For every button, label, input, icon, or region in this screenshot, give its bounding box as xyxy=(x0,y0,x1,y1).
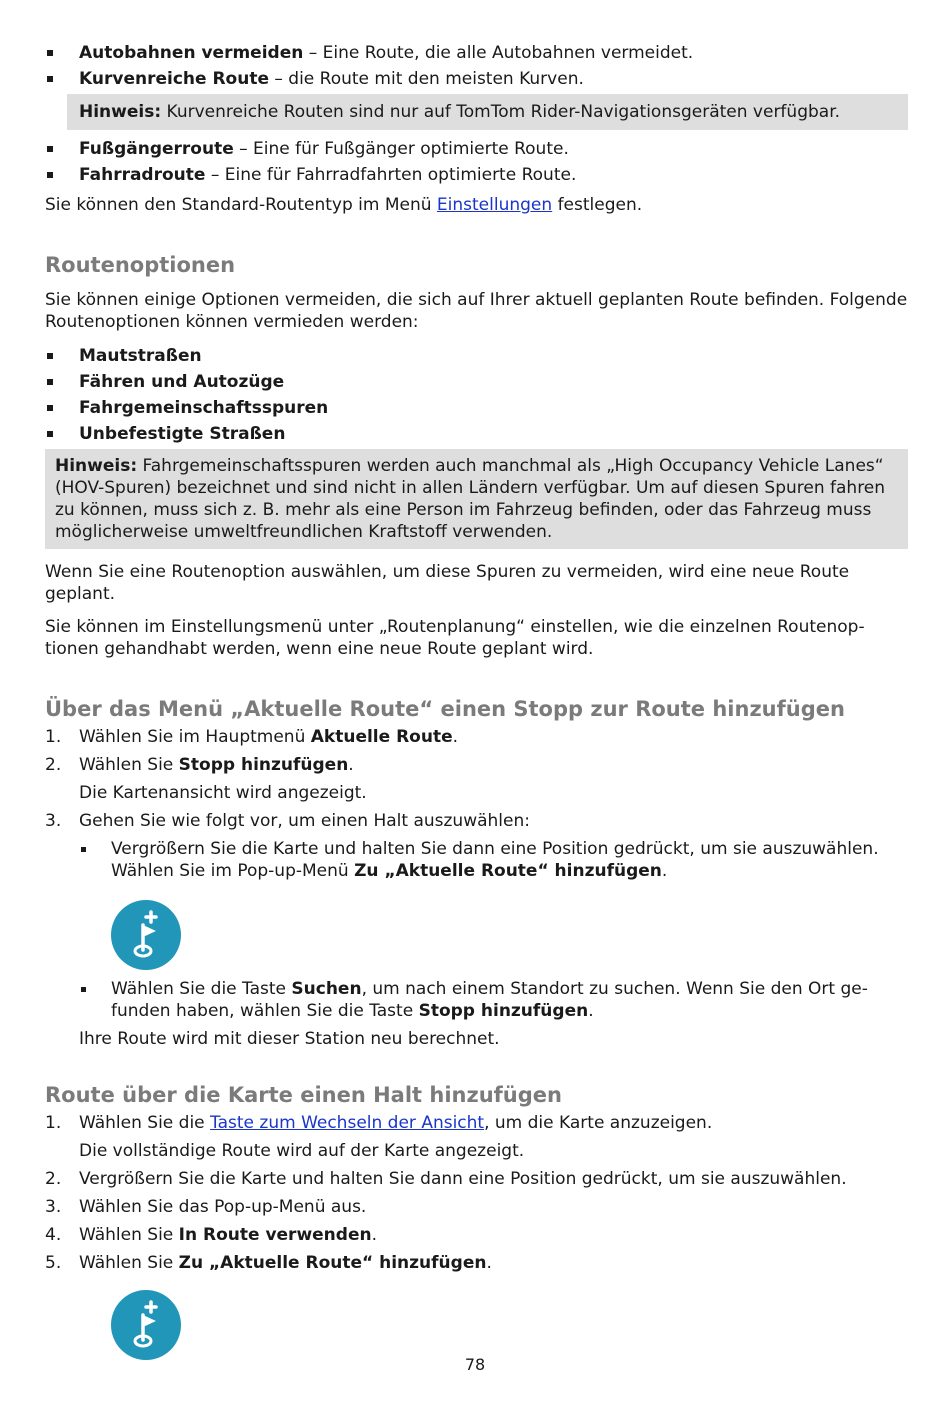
item-title: Fahrgemeinschaftsspuren xyxy=(79,398,329,418)
text: Wählen Sie xyxy=(79,1225,179,1245)
page-number: 78 xyxy=(464,1355,486,1374)
list-item xyxy=(45,397,908,419)
text: . xyxy=(371,1225,377,1245)
bold-text: In Route verwenden xyxy=(178,1225,372,1245)
step-number: 4. xyxy=(45,1225,62,1245)
text: , um nach einem Standort zu suchen. Wenn Sie den Ort ge-funden haben, wählen Sie die Taste xyxy=(111,979,868,1021)
item-title: Kurvenreiche Route xyxy=(79,69,269,89)
list-item xyxy=(45,42,908,64)
bullet-marker xyxy=(47,146,53,152)
bold-text: Aktuelle Route xyxy=(310,727,453,747)
section-heading: Über das Menü „Aktuelle Route“ einen Stopp zur Route hinzufügen xyxy=(45,697,845,721)
bullet-marker xyxy=(81,987,86,992)
item-text: – Eine Route, die alle Autobahnen vermeidet. xyxy=(303,43,694,63)
paragraph: Wenn Sie eine Routenoption auswählen, um diese Spuren zu vermeiden, wird eine neue Route geplant. xyxy=(45,562,850,604)
step-number: 1. xyxy=(45,1113,62,1133)
add-stop-flag-icon xyxy=(111,1290,181,1360)
document-page xyxy=(45,42,908,1360)
note-label: Hinweis: xyxy=(55,456,138,476)
step-number: 2. xyxy=(45,755,62,775)
text: Wählen Sie das Pop-up-Menü aus. xyxy=(79,1197,367,1217)
list-item xyxy=(45,68,908,90)
text: festlegen. xyxy=(552,195,643,215)
text: Gehen Sie wie folgt vor, um einen Halt auszuwählen: xyxy=(79,811,530,831)
bullet-marker xyxy=(47,50,53,56)
list-item xyxy=(45,345,908,367)
step-item xyxy=(45,1224,908,1246)
text: , um die Karte anzuzeigen. xyxy=(484,1113,713,1133)
add-stop-flag-icon xyxy=(111,900,181,970)
list-item xyxy=(45,371,908,393)
bullet-marker xyxy=(47,379,53,385)
settings-link[interactable]: Einstellungen xyxy=(436,195,553,215)
item-title: Fahrradroute xyxy=(79,165,206,185)
paragraph: Sie können einige Optionen vermeiden, die sich auf Ihrer aktuell geplanten Route befinden. Folgende Routenoptionen können vermieden werden: xyxy=(45,290,908,332)
step-number: 1. xyxy=(45,727,62,747)
text: Wählen Sie im Hauptmenü xyxy=(79,727,311,747)
step-item xyxy=(45,810,908,832)
step-note: Die vollständige Route wird auf der Karte angezeigt. xyxy=(79,1141,525,1161)
bold-text: Zu „Aktuelle Route“ hinzufügen xyxy=(354,861,662,881)
settings-paragraph xyxy=(45,194,908,216)
text: Wählen Sie die Taste xyxy=(111,979,292,999)
step-item xyxy=(45,726,908,748)
step-item xyxy=(45,1168,908,1190)
note-label: Hinweis: xyxy=(79,102,162,122)
bold-text: Stopp hinzufügen xyxy=(178,755,349,775)
item-text: – Eine für Fahrradfahrten optimierte Route. xyxy=(205,165,577,185)
bullet-marker xyxy=(47,353,53,359)
bold-text: Stopp hinzufügen xyxy=(418,1001,589,1021)
step-number: 3. xyxy=(45,811,62,831)
text: . xyxy=(486,1253,492,1273)
item-title: Autobahnen vermeiden xyxy=(79,43,304,63)
item-title: Mautstraßen xyxy=(79,346,202,366)
switch-view-link[interactable]: Taste zum Wechseln der Ansicht xyxy=(210,1113,485,1133)
bullet-marker xyxy=(81,847,86,852)
step-item xyxy=(45,1112,908,1134)
text: . xyxy=(348,755,354,775)
text: . xyxy=(588,1001,594,1021)
step-number: 2. xyxy=(45,1169,62,1189)
item-text: – Eine für Fußgänger optimierte Route. xyxy=(233,139,569,159)
bullet-marker xyxy=(47,76,53,82)
section-heading: Routenoptionen xyxy=(45,253,236,277)
item-title: Fußgängerroute xyxy=(79,139,234,159)
list-item xyxy=(45,423,908,445)
text: Vergrößern Sie die Karte und halten Sie dann eine Position gedrückt, um sie auszuwählen. xyxy=(79,1169,847,1189)
note-text: Fahrgemeinschaftsspuren werden auch manchmal als „High Occupancy Vehicle Lanes“ (HOV-Spuren) bezeichnet und sind nicht in allen Ländern verfügbar. Um auf diesen Spuren fahren zu können, muss sich z. B. mehr als eine Person im Fahrzeug befinden, oder das Fahrzeug muss möglicherweise umweltfreundlichen Kraftstoff verwenden. xyxy=(55,456,886,542)
step-item xyxy=(45,1252,908,1274)
step-note: Ihre Route wird mit dieser Station neu berechnet. xyxy=(79,1029,500,1049)
text: Wählen Sie xyxy=(79,755,179,775)
text: Wählen Sie xyxy=(79,1253,179,1273)
step-item xyxy=(45,754,908,776)
bullet-marker xyxy=(47,431,53,437)
paragraph: Sie können im Einstellungsmenü unter „Routenplanung“ einstellen, wie die einzelnen Routenop-tionen gehandhabt werden, wenn eine neue Route geplant wird. xyxy=(45,617,865,659)
step-number: 3. xyxy=(45,1197,62,1217)
text: Sie können den Standard-Routentyp im Menü xyxy=(45,195,437,215)
section-heading: Route über die Karte einen Halt hinzufügen xyxy=(45,1083,562,1107)
note-box xyxy=(45,449,908,549)
step-item xyxy=(45,1196,908,1218)
item-title: Unbefestigte Straßen xyxy=(79,424,286,444)
bold-text: Suchen xyxy=(291,979,362,999)
list-item xyxy=(45,138,908,160)
bold-text: Zu „Aktuelle Route“ hinzufügen xyxy=(178,1253,487,1273)
text: Vergrößern Sie die Karte und halten Sie dann eine Position gedrückt, um sie auszuwählen. Wählen Sie im Pop-up-Menü xyxy=(111,839,879,881)
sub-list-item xyxy=(45,978,908,1022)
sub-list-item xyxy=(45,838,908,882)
bullet-marker xyxy=(47,172,53,178)
text: . xyxy=(452,727,459,747)
list-item xyxy=(45,164,908,186)
item-text: – die Route mit den meisten Kurven. xyxy=(268,69,584,89)
note-box xyxy=(67,94,908,130)
text: Wählen Sie die xyxy=(79,1113,211,1133)
text: . xyxy=(661,861,668,881)
bullet-marker xyxy=(47,405,53,411)
item-title: Fähren und Autozüge xyxy=(79,372,285,392)
step-number: 5. xyxy=(45,1253,62,1273)
step-note: Die Kartenansicht wird angezeigt. xyxy=(79,783,367,803)
note-text: Kurvenreiche Routen sind nur auf TomTom Rider-Navigationsgeräten verfügbar. xyxy=(161,102,841,122)
